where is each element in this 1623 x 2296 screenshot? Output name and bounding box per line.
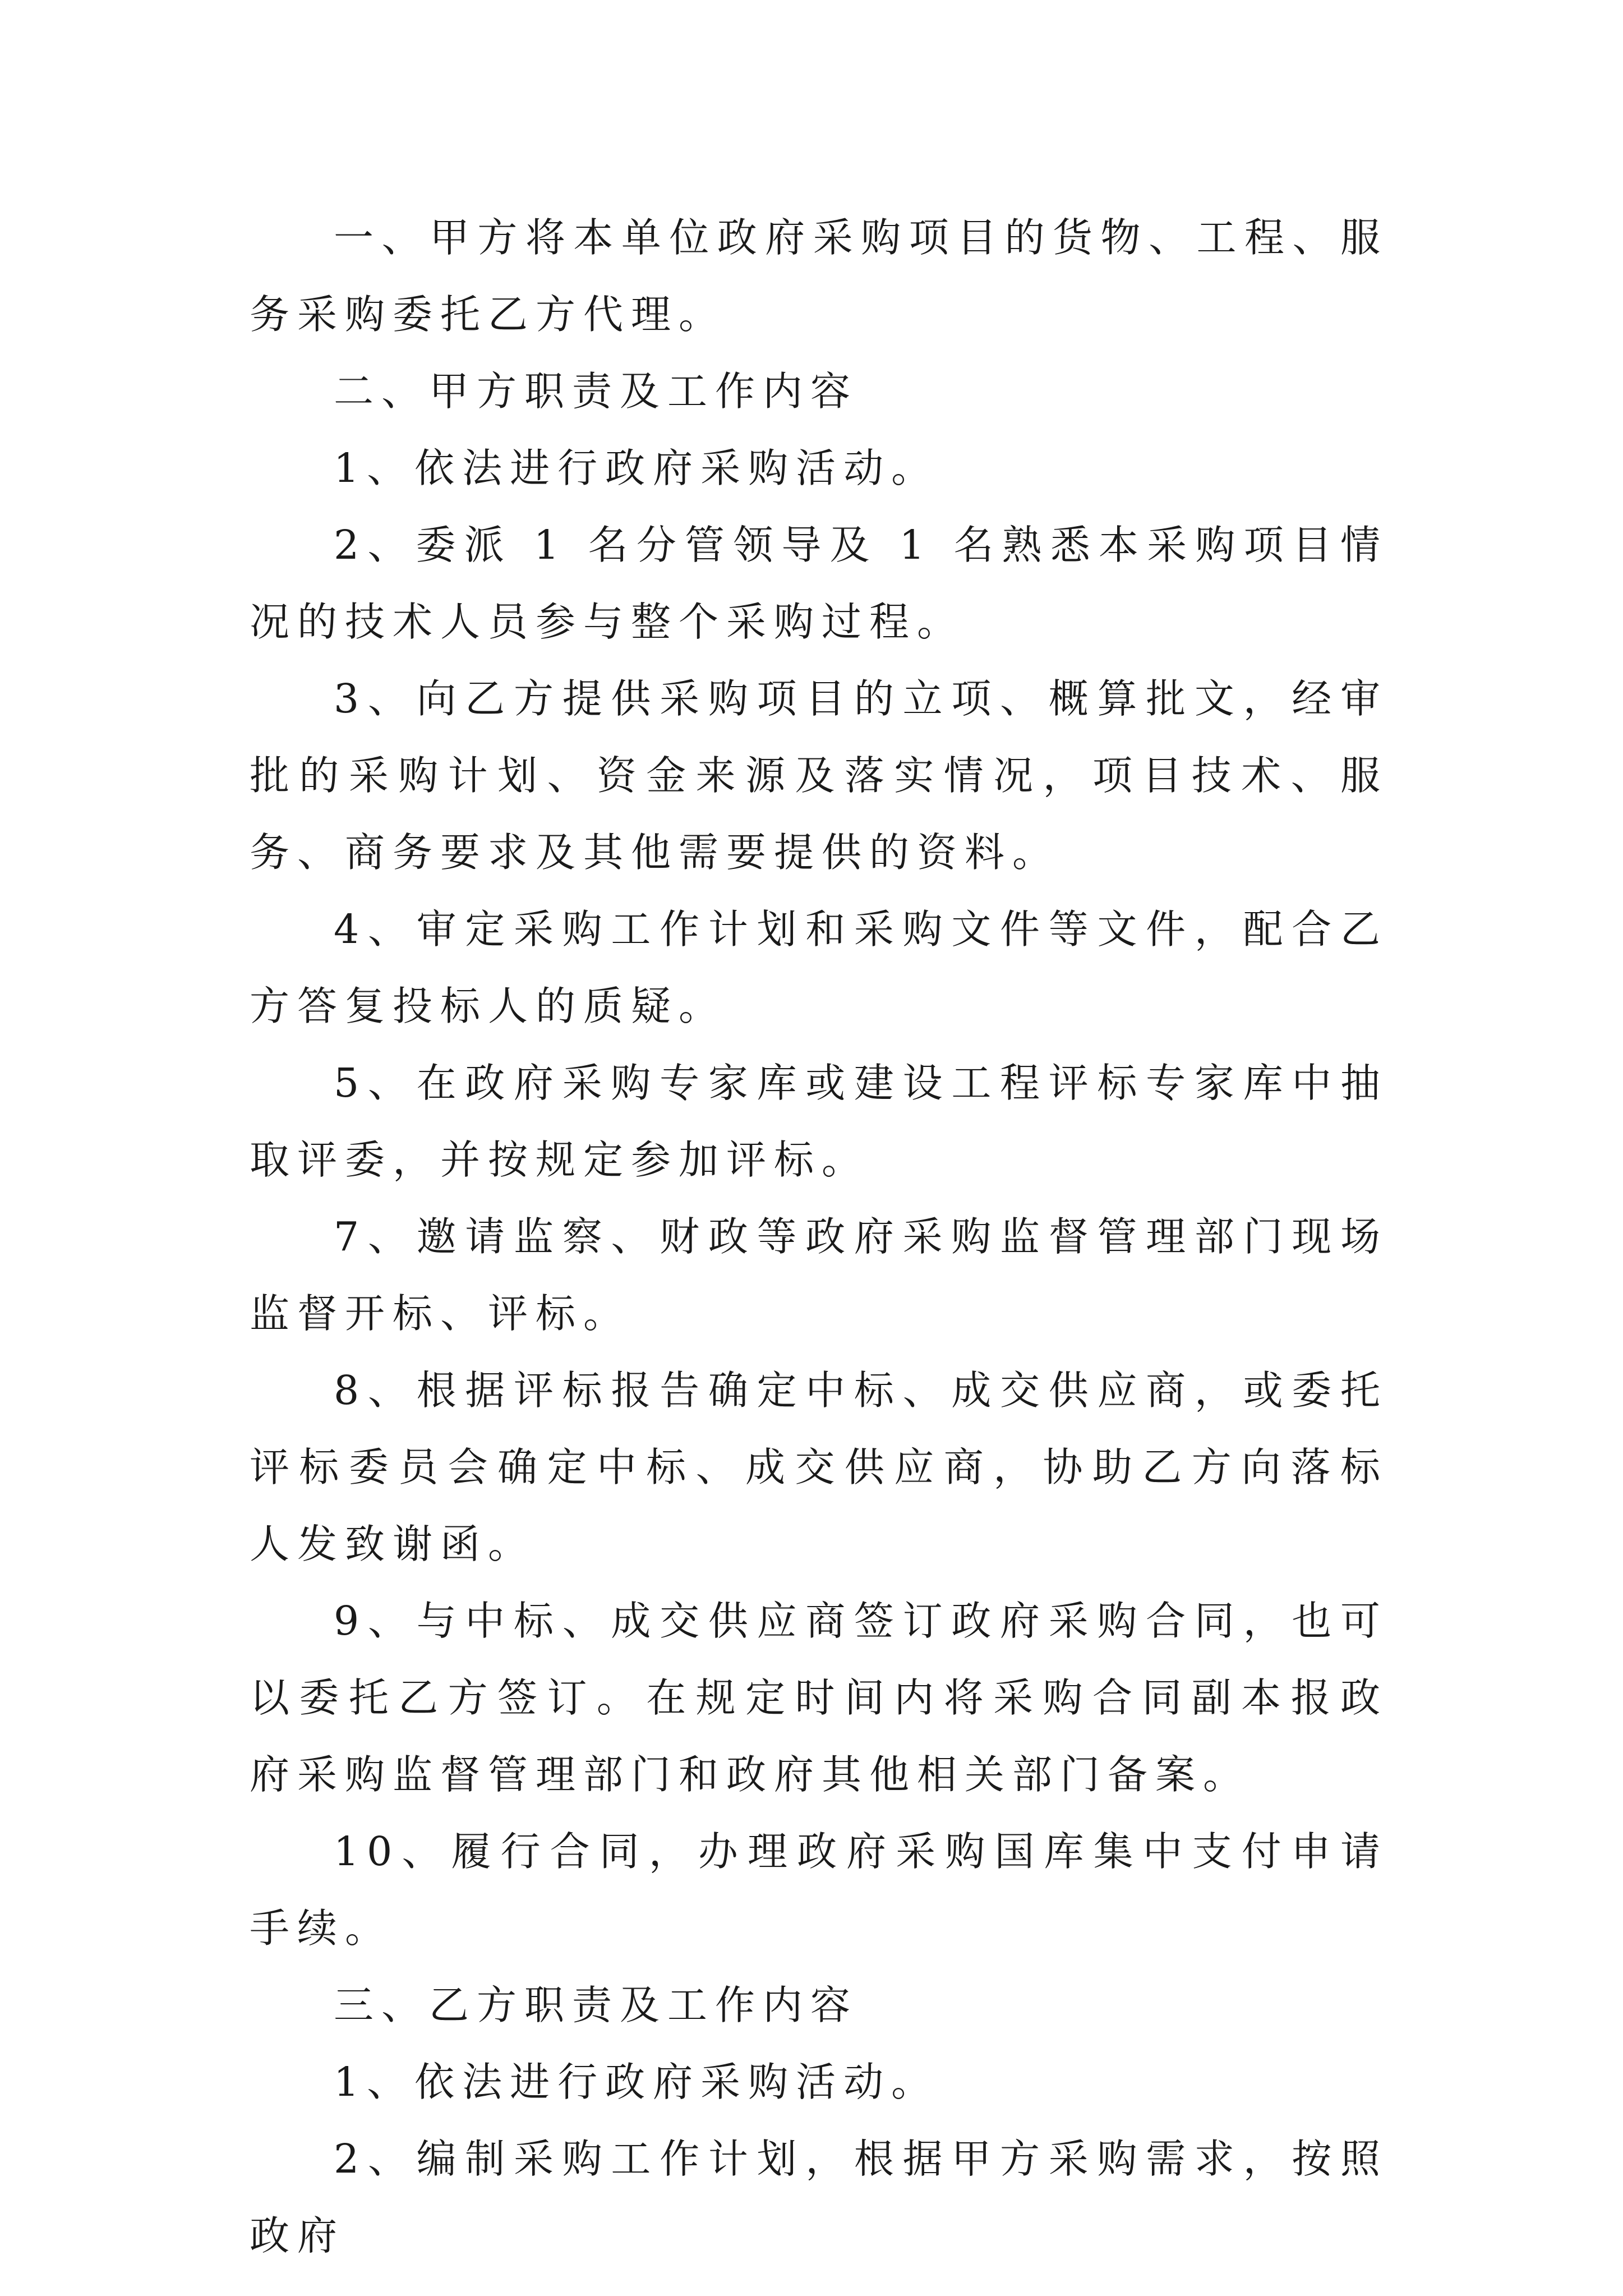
- paragraph-a-item-8: 8、根据评标报告确定中标、成交供应商，或委托评标委员会确定中标、成交供应商，协助乙方向落标人发致谢函。: [250, 1367, 1388, 1567]
- document-body: [250, 199, 1388, 2274]
- paragraph-a-item-4: 4、审定采购工作计划和采购文件等文件，配合乙方答复投标人的质疑。: [250, 906, 1388, 1029]
- paragraph-a-item-2: 2、委派 1 名分管领导及 1 名熟悉本采购项目情况的技术人员参与整个采购过程。: [250, 522, 1388, 645]
- paragraph-1: 一、甲方将本单位政府采购项目的货物、工程、服务采购委托乙方代理。: [250, 214, 1388, 338]
- section-heading-party-a: 二、甲方职责及工作内容: [334, 368, 859, 415]
- paragraph-b-item-1: 1、依法进行政府采购活动。: [334, 2059, 939, 2105]
- paragraph-a-item-9: 9、与中标、成交供应商签订政府采购合同，也可以委托乙方签订。在规定时间内将采购合同副本报政府采购监督管理部门和政府其他相关部门备案。: [250, 1598, 1388, 1798]
- paragraph-a-item-5: 5、在政府采购专家库或建设工程评标专家库中抽取评委，并按规定参加评标。: [250, 1060, 1388, 1183]
- paragraph-a-item-10: 10、履行合同，办理政府采购国库集中支付申请手续。: [250, 1828, 1388, 1952]
- paragraph-a-item-7: 7、邀请监察、财政等政府采购监督管理部门现场监督开标、评标。: [250, 1213, 1388, 1337]
- section-heading-party-b: 三、乙方职责及工作内容: [334, 1982, 859, 2028]
- paragraph-a-item-3: 3、向乙方提供采购项目的立项、概算批文，经审批的采购计划、资金来源及落实情况，项目技术、服务、商务要求及其他需要提供的资料。: [250, 675, 1388, 876]
- paragraph-a-item-1: 1、依法进行政府采购活动。: [334, 445, 939, 491]
- paragraph-b-item-2: 2、编制采购工作计划，根据甲方采购需求，按照政府: [250, 2136, 1388, 2259]
